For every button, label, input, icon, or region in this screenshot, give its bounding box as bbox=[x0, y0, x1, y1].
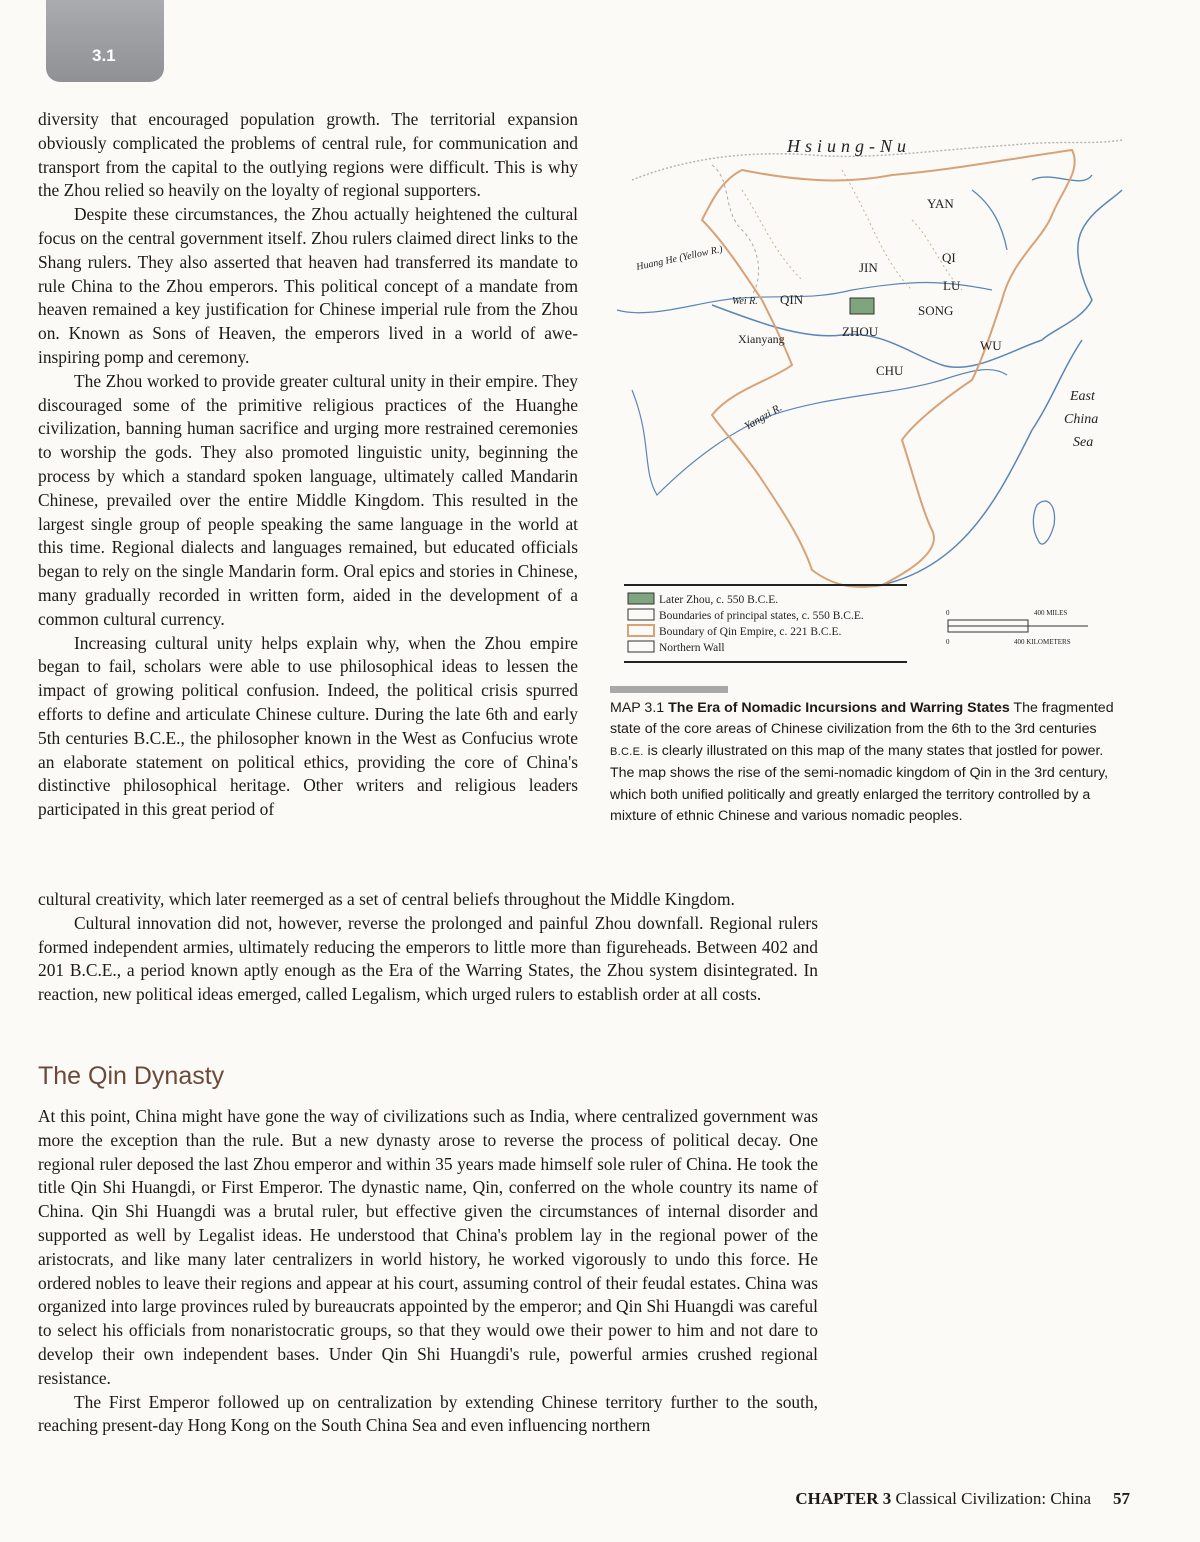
scale-zero: 0 bbox=[946, 638, 950, 646]
scale-kilometers: 400 KILOMETERS bbox=[1014, 638, 1071, 646]
coastline bbox=[1032, 175, 1092, 181]
scale-zero: 0 bbox=[946, 609, 950, 617]
state-boundary bbox=[742, 170, 962, 290]
map-label-song: SONG bbox=[918, 303, 954, 318]
map-label-qin: QIN bbox=[780, 292, 804, 307]
caption-body: is clearly illustrated on this map of the many states that jostled for power. The map shows the rise of the semi-nomadic kingdom of Qin in the 3rd century, which both unified politically and greatly enlarged the territory controlled by a mixture of ethnic Chinese and various nomadic peoples. bbox=[610, 742, 1109, 825]
page-number: 57 bbox=[1113, 1489, 1130, 1508]
map-figure bbox=[612, 130, 1132, 670]
legend-item: Later Zhou, c. 550 B.C.E. bbox=[659, 594, 779, 606]
map-caption bbox=[610, 698, 1125, 827]
legend-item: Northern Wall bbox=[659, 642, 725, 654]
caption-label: MAP 3.1 bbox=[610, 700, 665, 716]
caption-body: The fragmented state of the core areas of Chinese civilization from the 6th to the 3rd centuries bbox=[610, 700, 1114, 738]
section-heading: The Qin Dynasty bbox=[38, 1062, 225, 1090]
map-label-lu: LU bbox=[943, 278, 961, 293]
island bbox=[1033, 501, 1054, 544]
paragraph: The Zhou worked to provide greater cultural unity in their empire. They discouraged some of the primitive religious practices of the Huanghe civilization, banning human sacrifice and urging more restrained ceremonies to worship the gods. They also promoted linguistic unity, beginning the process by which a standard spoken language, ultimately called Mandarin Chinese, prevailed over the entire Middle Kingdom. This resulted in the largest single group of people speaking the same language in the world at this time. Regional dialects and languages remained, but educated officials began to rely on the single Mandarin form. Oral epics and stories in Chinese, many gradually recorded in written form, aided in the development of a common cultural currency. bbox=[38, 370, 578, 629]
section-tab bbox=[46, 0, 164, 82]
legend-swatch-later-zhou bbox=[628, 593, 654, 604]
paragraph: At this point, China might have gone the way of civilizations such as India, where centralized government was more the exception than the rule. But a new dynasty arose to reverse the process of political decay. One regional ruler deposed the last Zhou emperor and within 35 years made himself sole ruler of China. He took the title Qin Shi Huangdi, or First Emperor. The dynastic name, Qin, conferred on the whole country its name of China. Qin Shi Huangdi was a brutal ruler, but effective given the circumstances of internal disorder and supported as well by Legalist ideas. He understood that China's problem lay in the regional power of the aristocrats, and like many later centralizers in world history, he worked vigorously to undo this force. He ordered nobles to leave their regions and appear at his court, assuming control of their feudal estates. China was organized into large provinces ruled by bureaucrats appointed by the emperor; and Qin Shi Huangdi was careful to select his officials from nonaristocratic groups, so that they would owe their power to him and not dare to develop their own independent bases. Under Qin Shi Huangdi's rule, powerful armies crushed regional resistance. bbox=[38, 1106, 818, 1388]
river-line bbox=[632, 370, 1007, 495]
map-label-jin: JIN bbox=[859, 260, 878, 275]
paragraph: Despite these circumstances, the Zhou actually heightened the cultural focus on the central government itself. Zhou rulers claimed direct links to the Shang rulers. They also asserted that heaven had transferred its mandate to rule China to the Zhou emperors. This political concept of a mandate from heaven remained a key justification for Chinese imperial rule from the Zhou on. Known as Sons of Heaven, the emperors lived in a world of awe-inspiring pomp and ceremony. bbox=[38, 204, 578, 367]
caption-era: B.C.E. bbox=[610, 745, 644, 758]
wide-text bbox=[38, 888, 818, 1007]
legend-item: Boundaries of principal states, c. 550 B.C.E. bbox=[659, 610, 864, 622]
map-label-chu: CHU bbox=[876, 363, 904, 378]
river-line bbox=[712, 165, 759, 295]
paragraph: The First Emperor followed up on centralization by extending Chinese territory further to the south, reaching present-day Hong Kong on the South China Sea and even influencing northern bbox=[38, 1391, 818, 1436]
map-label-wu: WU bbox=[980, 338, 1002, 353]
map-label-xianyang: Xianyang bbox=[738, 332, 785, 346]
legend-item: Boundary of Qin Empire, c. 221 B.C.E. bbox=[659, 626, 842, 638]
footer-chapter: CHAPTER 3 bbox=[795, 1489, 892, 1508]
later-zhou-region bbox=[850, 298, 874, 314]
legend-swatch-qin-boundary bbox=[628, 625, 654, 636]
map-label-huang-he: Huang He (Yellow R.) bbox=[635, 243, 724, 273]
map-label-yangzi-r: Yangzi R. bbox=[742, 401, 785, 433]
paragraph: Increasing cultural unity helps explain why, when the Zhou empire began to fail, scholars were able to use philosophical ideas to lessen the impact of growing political confusion. Indeed, the political crisis spurred efforts to define and articulate Chinese culture. During the late 6th and early 5th centuries B.C.E., the philosopher known in the West as Confucius wrote an elaborate statement on political ethics, providing the core of China's distinctive philosophical heritage. Other writers and religious leaders participated in this great period of bbox=[38, 632, 578, 820]
legend-swatch-northern-wall bbox=[628, 641, 654, 652]
two-column-text bbox=[38, 108, 578, 822]
map-label-east-china-sea: East bbox=[1070, 389, 1095, 404]
paragraph: diversity that encouraged population growth. The territorial expansion obviously complicated the problems of central rule, for communication and transport from the capital to the outlying regions were difficult. This is why the Zhou relied so heavily on the loyalty of regional supporters. bbox=[38, 109, 578, 201]
map-label-wei-r: Wei R. bbox=[732, 296, 758, 307]
map-label-zhou: ZHOU bbox=[842, 324, 879, 339]
map-label-east-china-sea: Sea bbox=[1073, 435, 1094, 450]
map-scale-bar bbox=[946, 609, 1088, 646]
map-label-qi: QI bbox=[942, 250, 956, 265]
footer-title: Classical Civilization: China bbox=[895, 1489, 1091, 1508]
map-label-yan: YAN bbox=[927, 196, 954, 211]
section-number: 3.1 bbox=[92, 46, 116, 65]
coastline bbox=[882, 340, 1082, 585]
scale-miles: 400 MILES bbox=[1034, 609, 1068, 617]
legend-swatch-principal-states bbox=[628, 609, 654, 620]
coastline bbox=[972, 190, 1007, 250]
map-legend bbox=[624, 585, 907, 662]
paragraph: cultural creativity, which later reemerged as a set of central beliefs throughout the Middle Kingdom. bbox=[38, 889, 735, 909]
paragraph: Cultural innovation did not, however, reverse the prolonged and painful Zhou downfall. Regional rulers formed independent armies, ultimately reducing the emperors to little more than figureheads. Between 402 and 201 B.C.E., a period known aptly enough as the Era of the Warring States, the Zhou system disintegrated. In reaction, new political ideas emerged, called Legalism, which urged rulers to establish order at all costs. bbox=[38, 912, 818, 1005]
caption-rule bbox=[610, 686, 728, 693]
qin-text bbox=[38, 1105, 818, 1438]
page-footer bbox=[760, 1489, 1130, 1509]
map-label-hsiung-nu: Hsiung-Nu bbox=[787, 136, 912, 156]
map-label-east-china-sea: China bbox=[1064, 412, 1099, 427]
caption-title: The Era of Nomadic Incursions and Warring States bbox=[668, 700, 1010, 716]
